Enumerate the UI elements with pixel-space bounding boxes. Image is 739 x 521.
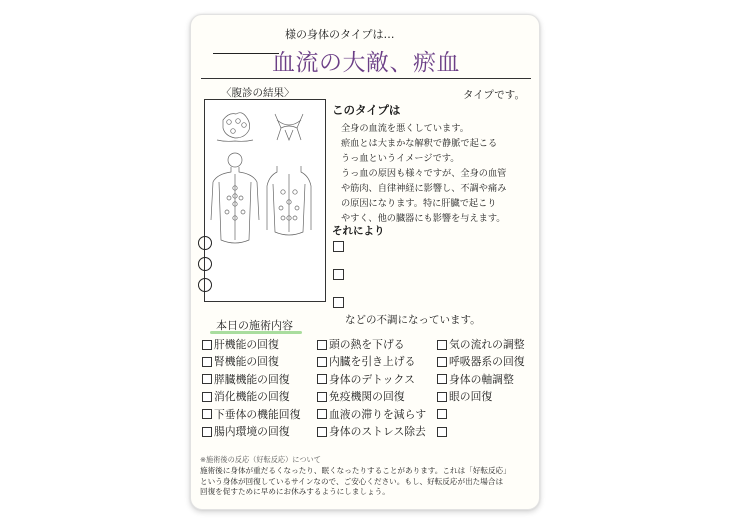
checkbox[interactable] xyxy=(317,340,327,350)
symptom-checkbox[interactable] xyxy=(333,297,344,308)
treatment-item[interactable]: 頭の熱を下げる xyxy=(317,336,426,353)
checkbox[interactable] xyxy=(437,409,447,419)
note-line: 施術後に身体が重だるくなったり、眠くなったりすることがあります。これは「好転反応」 xyxy=(200,466,511,475)
diagnosis-label: 〈腹診の結果〉 xyxy=(221,87,295,99)
description-line: うっ血の原因も様々ですが、全身の血管 xyxy=(341,168,507,179)
checkbox[interactable] xyxy=(202,357,212,367)
name-suffix: 様の身体のタイプは… xyxy=(285,28,395,41)
description-line: の原因になります。特に肝臓で起こり xyxy=(341,198,497,209)
checkbox[interactable] xyxy=(202,427,212,437)
checkbox[interactable] xyxy=(202,409,212,419)
note-title: ※施術後の反応（好転反応）について xyxy=(200,455,321,464)
checkbox[interactable] xyxy=(317,392,327,402)
treatment-item[interactable] xyxy=(437,423,525,440)
treatment-column-3 xyxy=(437,336,525,440)
checkbox[interactable] xyxy=(437,374,447,384)
checkbox[interactable] xyxy=(202,340,212,350)
symptom-checkbox[interactable] xyxy=(333,241,344,252)
checkbox[interactable] xyxy=(317,409,327,419)
treatment-column-2 xyxy=(317,336,426,440)
page-title: 血流の大敵、瘀血 xyxy=(272,50,460,76)
treatment-item[interactable]: 免疫機関の回復 xyxy=(317,388,426,405)
type-suffix: タイプです。 xyxy=(463,89,525,101)
treatment-sheet xyxy=(190,14,540,510)
treatment-item[interactable]: 身体の軸調整 xyxy=(437,371,525,388)
treatment-item[interactable]: 腸内環境の回復 xyxy=(202,423,300,440)
treatment-item[interactable]: 肝機能の回復 xyxy=(202,336,300,353)
body-diagram-figure xyxy=(205,100,325,301)
treatment-item[interactable]: 腎機能の回復 xyxy=(202,353,300,370)
diagnosis-diagram-box xyxy=(204,99,326,302)
checkbox[interactable] xyxy=(317,427,327,437)
title-divider xyxy=(201,78,531,79)
description-line: うっ血というイメージです。 xyxy=(341,153,460,164)
note-line: という身体が回復しているサインなので、ご安心ください。もし、好転反応が出た場合は xyxy=(200,476,504,486)
description-text xyxy=(341,121,506,226)
checkbox[interactable] xyxy=(317,357,327,367)
note-line: 回復を促すために早めにお休みするようにしましょう。 xyxy=(200,487,390,496)
description-line: やすく、他の臓器にも影響を与えます。 xyxy=(341,213,506,224)
checkbox[interactable] xyxy=(437,427,447,437)
treatment-item[interactable] xyxy=(437,406,525,423)
checkbox[interactable] xyxy=(317,374,327,384)
checkbox[interactable] xyxy=(437,340,447,350)
checkbox[interactable] xyxy=(202,374,212,384)
treatment-item[interactable]: 内臓を引き上げる xyxy=(317,353,426,370)
description-line: 瘀血とは大まかな解釈で静脈で起こる xyxy=(341,138,498,149)
description-line: 全身の血流を悪くしています。 xyxy=(341,123,469,134)
treatment-item[interactable]: 身体のデトックス xyxy=(317,371,426,388)
description-heading: このタイプは xyxy=(332,103,401,117)
checkbox[interactable] xyxy=(437,357,447,367)
treatment-item[interactable]: 消化機能の回復 xyxy=(202,388,300,405)
outcome-text: などの不調になっています。 xyxy=(345,314,481,326)
treatment-item[interactable]: 下垂体の機能回復 xyxy=(202,406,300,423)
checkbox[interactable] xyxy=(437,392,447,402)
treatment-item[interactable]: 身体のストレス除去 xyxy=(317,423,426,440)
result-marker-circle[interactable] xyxy=(198,236,212,250)
description-line: や筋肉、自律神経に影響し、不調や痛み xyxy=(341,183,507,194)
result-marker-circle[interactable] xyxy=(198,257,212,271)
therefore-label: それにより xyxy=(332,225,385,237)
note-text xyxy=(200,466,534,498)
treatment-title: 本日の施術内容 xyxy=(216,319,293,332)
treatment-item[interactable]: 呼吸器系の回復 xyxy=(437,353,525,370)
treatment-item[interactable]: 血液の滞りを減らす xyxy=(317,406,426,423)
treatment-item[interactable]: 膵臓機能の回復 xyxy=(202,371,300,388)
checkbox[interactable] xyxy=(202,392,212,402)
symptom-checkbox[interactable] xyxy=(333,269,344,280)
treatment-column-1 xyxy=(202,336,300,440)
result-marker-circle[interactable] xyxy=(198,278,212,292)
treatment-item[interactable]: 気の流れの調整 xyxy=(437,336,525,353)
treatment-item[interactable]: 眼の回復 xyxy=(437,388,525,405)
